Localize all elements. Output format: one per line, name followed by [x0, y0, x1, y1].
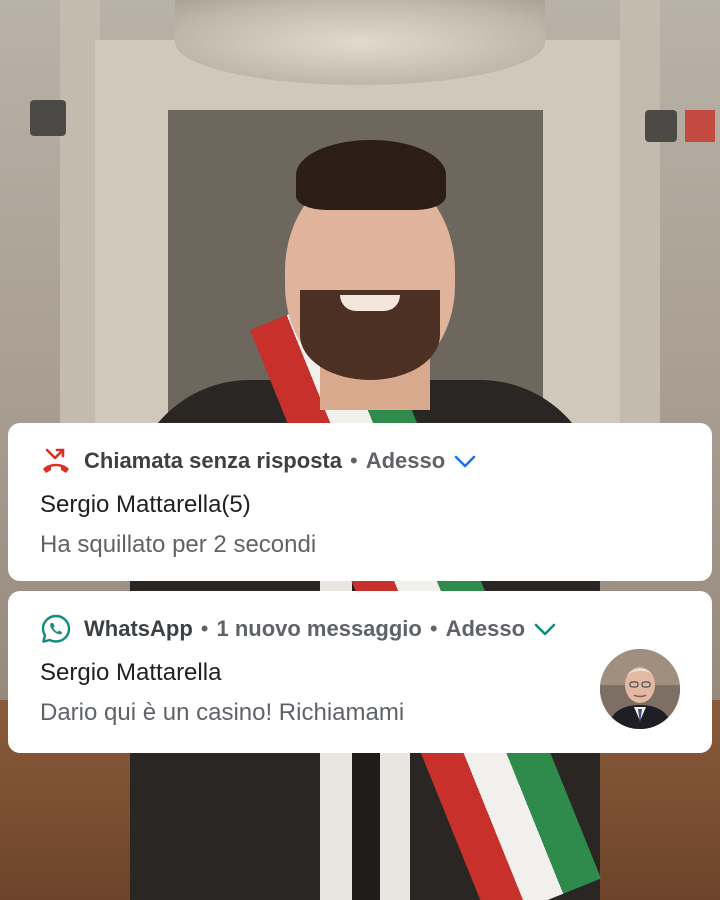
- missed-call-icon: [40, 445, 72, 477]
- contact-avatar: [600, 649, 680, 729]
- wall-light-right: [645, 110, 677, 142]
- app-name: WhatsApp: [84, 616, 193, 641]
- person-smile: [340, 295, 400, 311]
- missed-call-notification[interactable]: [8, 423, 712, 581]
- separator-dot: •: [200, 616, 209, 641]
- wall-light-left: [30, 100, 66, 136]
- chevron-down-icon[interactable]: [453, 449, 477, 473]
- notification-subtext: 1 nuovo messaggio: [216, 616, 422, 641]
- whatsapp-notification[interactable]: [8, 591, 712, 753]
- notification-body: Dario qui è un casino! Richiamami: [40, 699, 405, 726]
- notification-header: [40, 613, 557, 645]
- notification-time: Adesso: [445, 616, 526, 641]
- notification-header: [40, 445, 477, 477]
- chevron-down-icon[interactable]: [533, 617, 557, 641]
- app-name: Chiamata senza risposta: [84, 448, 342, 473]
- separator-dot: •: [429, 616, 438, 641]
- notification-time: Adesso: [365, 448, 446, 473]
- person-hair: [296, 140, 446, 210]
- separator-dot: •: [349, 448, 358, 473]
- fire-sign: [685, 110, 715, 142]
- notification-body: Ha squillato per 2 secondi: [40, 531, 317, 558]
- ornament-crest: [175, 0, 545, 85]
- notification-title: Sergio Mattarella(5): [40, 491, 251, 518]
- whatsapp-icon: [40, 613, 72, 645]
- avatar-portrait: [600, 649, 680, 729]
- notification-title: Sergio Mattarella: [40, 659, 222, 686]
